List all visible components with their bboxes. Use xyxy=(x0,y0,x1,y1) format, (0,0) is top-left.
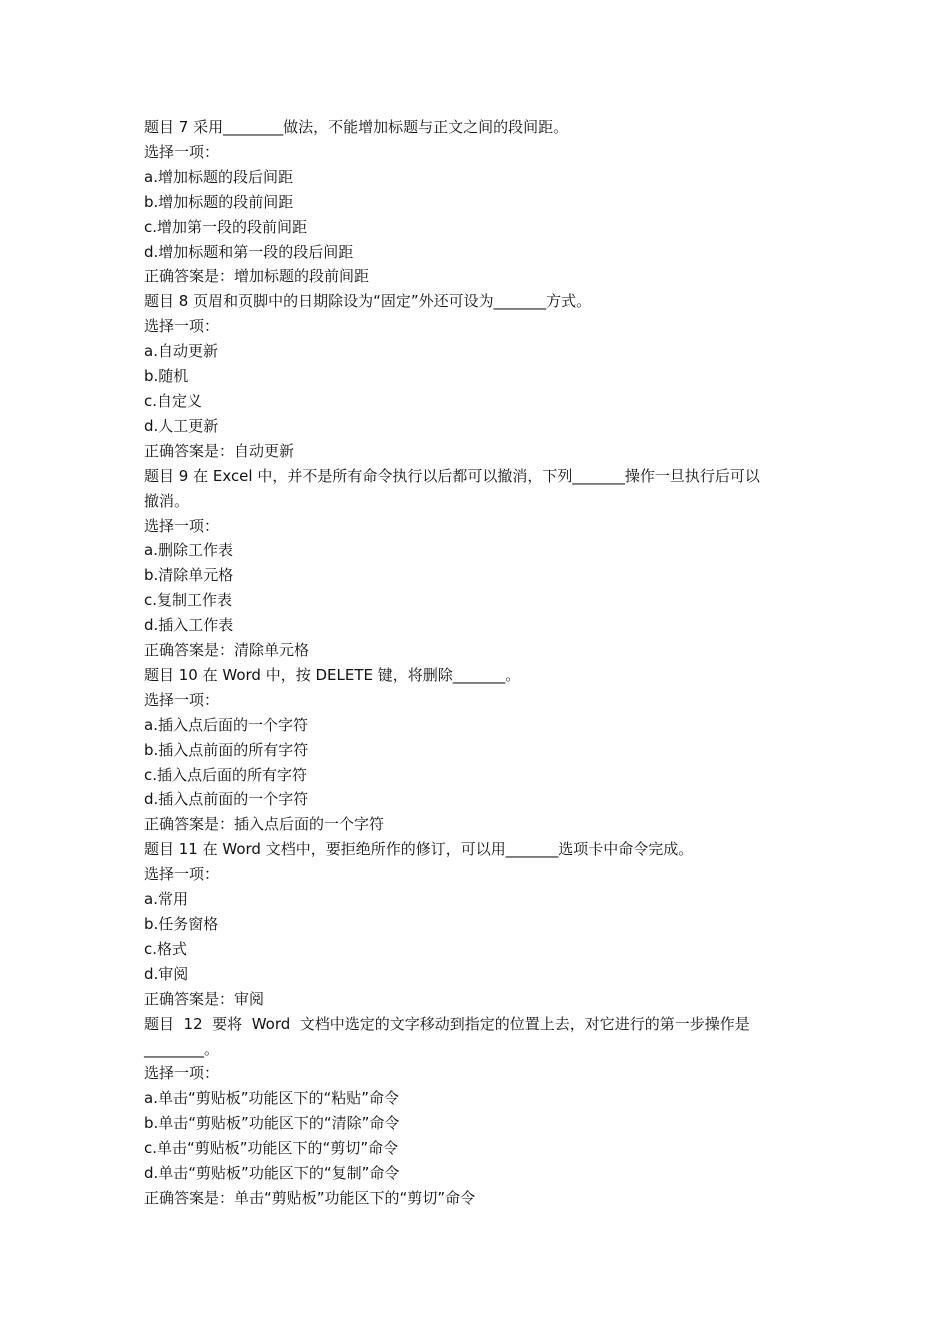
question-7 xyxy=(144,115,810,289)
option-c: c.增加第一段的段前间距 xyxy=(144,217,308,236)
option-d: d.审阅 xyxy=(144,964,189,983)
correct-answer: 正确答案是：审阅 xyxy=(144,989,265,1008)
correct-answer: 正确答案是：增加标题的段前间距 xyxy=(144,267,370,286)
question-stem-line-1: 题目 9 在 Excel 中，并不是所有命令执行以后都可以撤消，下列_______操作一旦执行后可以 xyxy=(144,466,760,485)
question-11 xyxy=(144,837,810,1011)
option-b: b.随机 xyxy=(144,367,189,386)
option-b: b.清除单元格 xyxy=(144,566,234,585)
option-b: b.插入点前面的所有字符 xyxy=(144,740,309,759)
choice-prompt: 选择一项： xyxy=(144,516,220,535)
question-stem: 题目 8 页眉和页脚中的日期除设为“固定”外还可设为_______方式。 xyxy=(144,292,592,311)
option-c: c.复制工作表 xyxy=(144,591,233,610)
choice-prompt: 选择一项： xyxy=(144,865,220,884)
correct-answer: 正确答案是：插入点后面的一个字符 xyxy=(144,815,385,834)
question-stem-line-2: 撤消。 xyxy=(144,491,190,510)
question-8 xyxy=(144,289,810,463)
choice-prompt: 选择一项： xyxy=(144,690,220,709)
option-c: c.自定义 xyxy=(144,391,203,410)
choice-prompt: 选择一项： xyxy=(144,1064,220,1083)
option-d: d.插入工作表 xyxy=(144,616,234,635)
option-a: a.自动更新 xyxy=(144,342,218,361)
option-c: c.格式 xyxy=(144,939,188,958)
correct-answer: 正确答案是：单击“剪贴板”功能区下的“剪切”命令 xyxy=(144,1188,476,1207)
question-9 xyxy=(144,464,810,663)
option-d: d.插入点前面的一个字符 xyxy=(144,790,309,809)
option-b: b.单击“剪贴板”功能区下的“清除”命令 xyxy=(144,1114,400,1133)
question-stem-line-2: ________。 xyxy=(144,1039,220,1058)
option-b: b.任务窗格 xyxy=(144,915,219,933)
option-a: a.删除工作表 xyxy=(144,541,233,560)
question-stem: 题目 7 采用________做法，不能增加标题与正文之间的段间距。 xyxy=(144,118,569,136)
option-d: d.人工更新 xyxy=(144,416,219,435)
option-a: a.常用 xyxy=(144,890,188,909)
option-a: a.增加标题的段后间距 xyxy=(144,167,293,186)
question-stem: 题目 11 在 Word 文档中，要拒绝所作的修订，可以用_______选项卡中命令完成。 xyxy=(144,840,694,859)
question-10 xyxy=(144,663,810,837)
question-stem-line-1: 题目 12 要将 Word 文档中选定的文字移动到指定的位置上去，对它进行的第一步操作是 xyxy=(144,1014,750,1033)
correct-answer: 正确答案是：清除单元格 xyxy=(144,641,310,660)
option-a: a.插入点后面的一个字符 xyxy=(144,715,308,734)
option-b: b.增加标题的段前间距 xyxy=(144,192,294,211)
choice-prompt: 选择一项： xyxy=(144,317,220,336)
option-c: c.单击“剪贴板”功能区下的“剪切”命令 xyxy=(144,1139,399,1158)
option-c: c.插入点后面的所有字符 xyxy=(144,765,308,784)
option-a: a.单击“剪贴板”功能区下的“粘贴”命令 xyxy=(144,1089,400,1108)
question-stem: 题目 10 在 Word 中，按 DELETE 键，将删除_______。 xyxy=(144,665,521,684)
document-page xyxy=(144,115,810,1211)
correct-answer: 正确答案是：自动更新 xyxy=(144,441,295,460)
option-d: d.单击“剪贴板”功能区下的“复制”命令 xyxy=(144,1164,400,1183)
question-12 xyxy=(144,1012,810,1211)
option-d: d.增加标题和第一段的段后间距 xyxy=(144,242,354,261)
choice-prompt: 选择一项： xyxy=(144,142,220,161)
